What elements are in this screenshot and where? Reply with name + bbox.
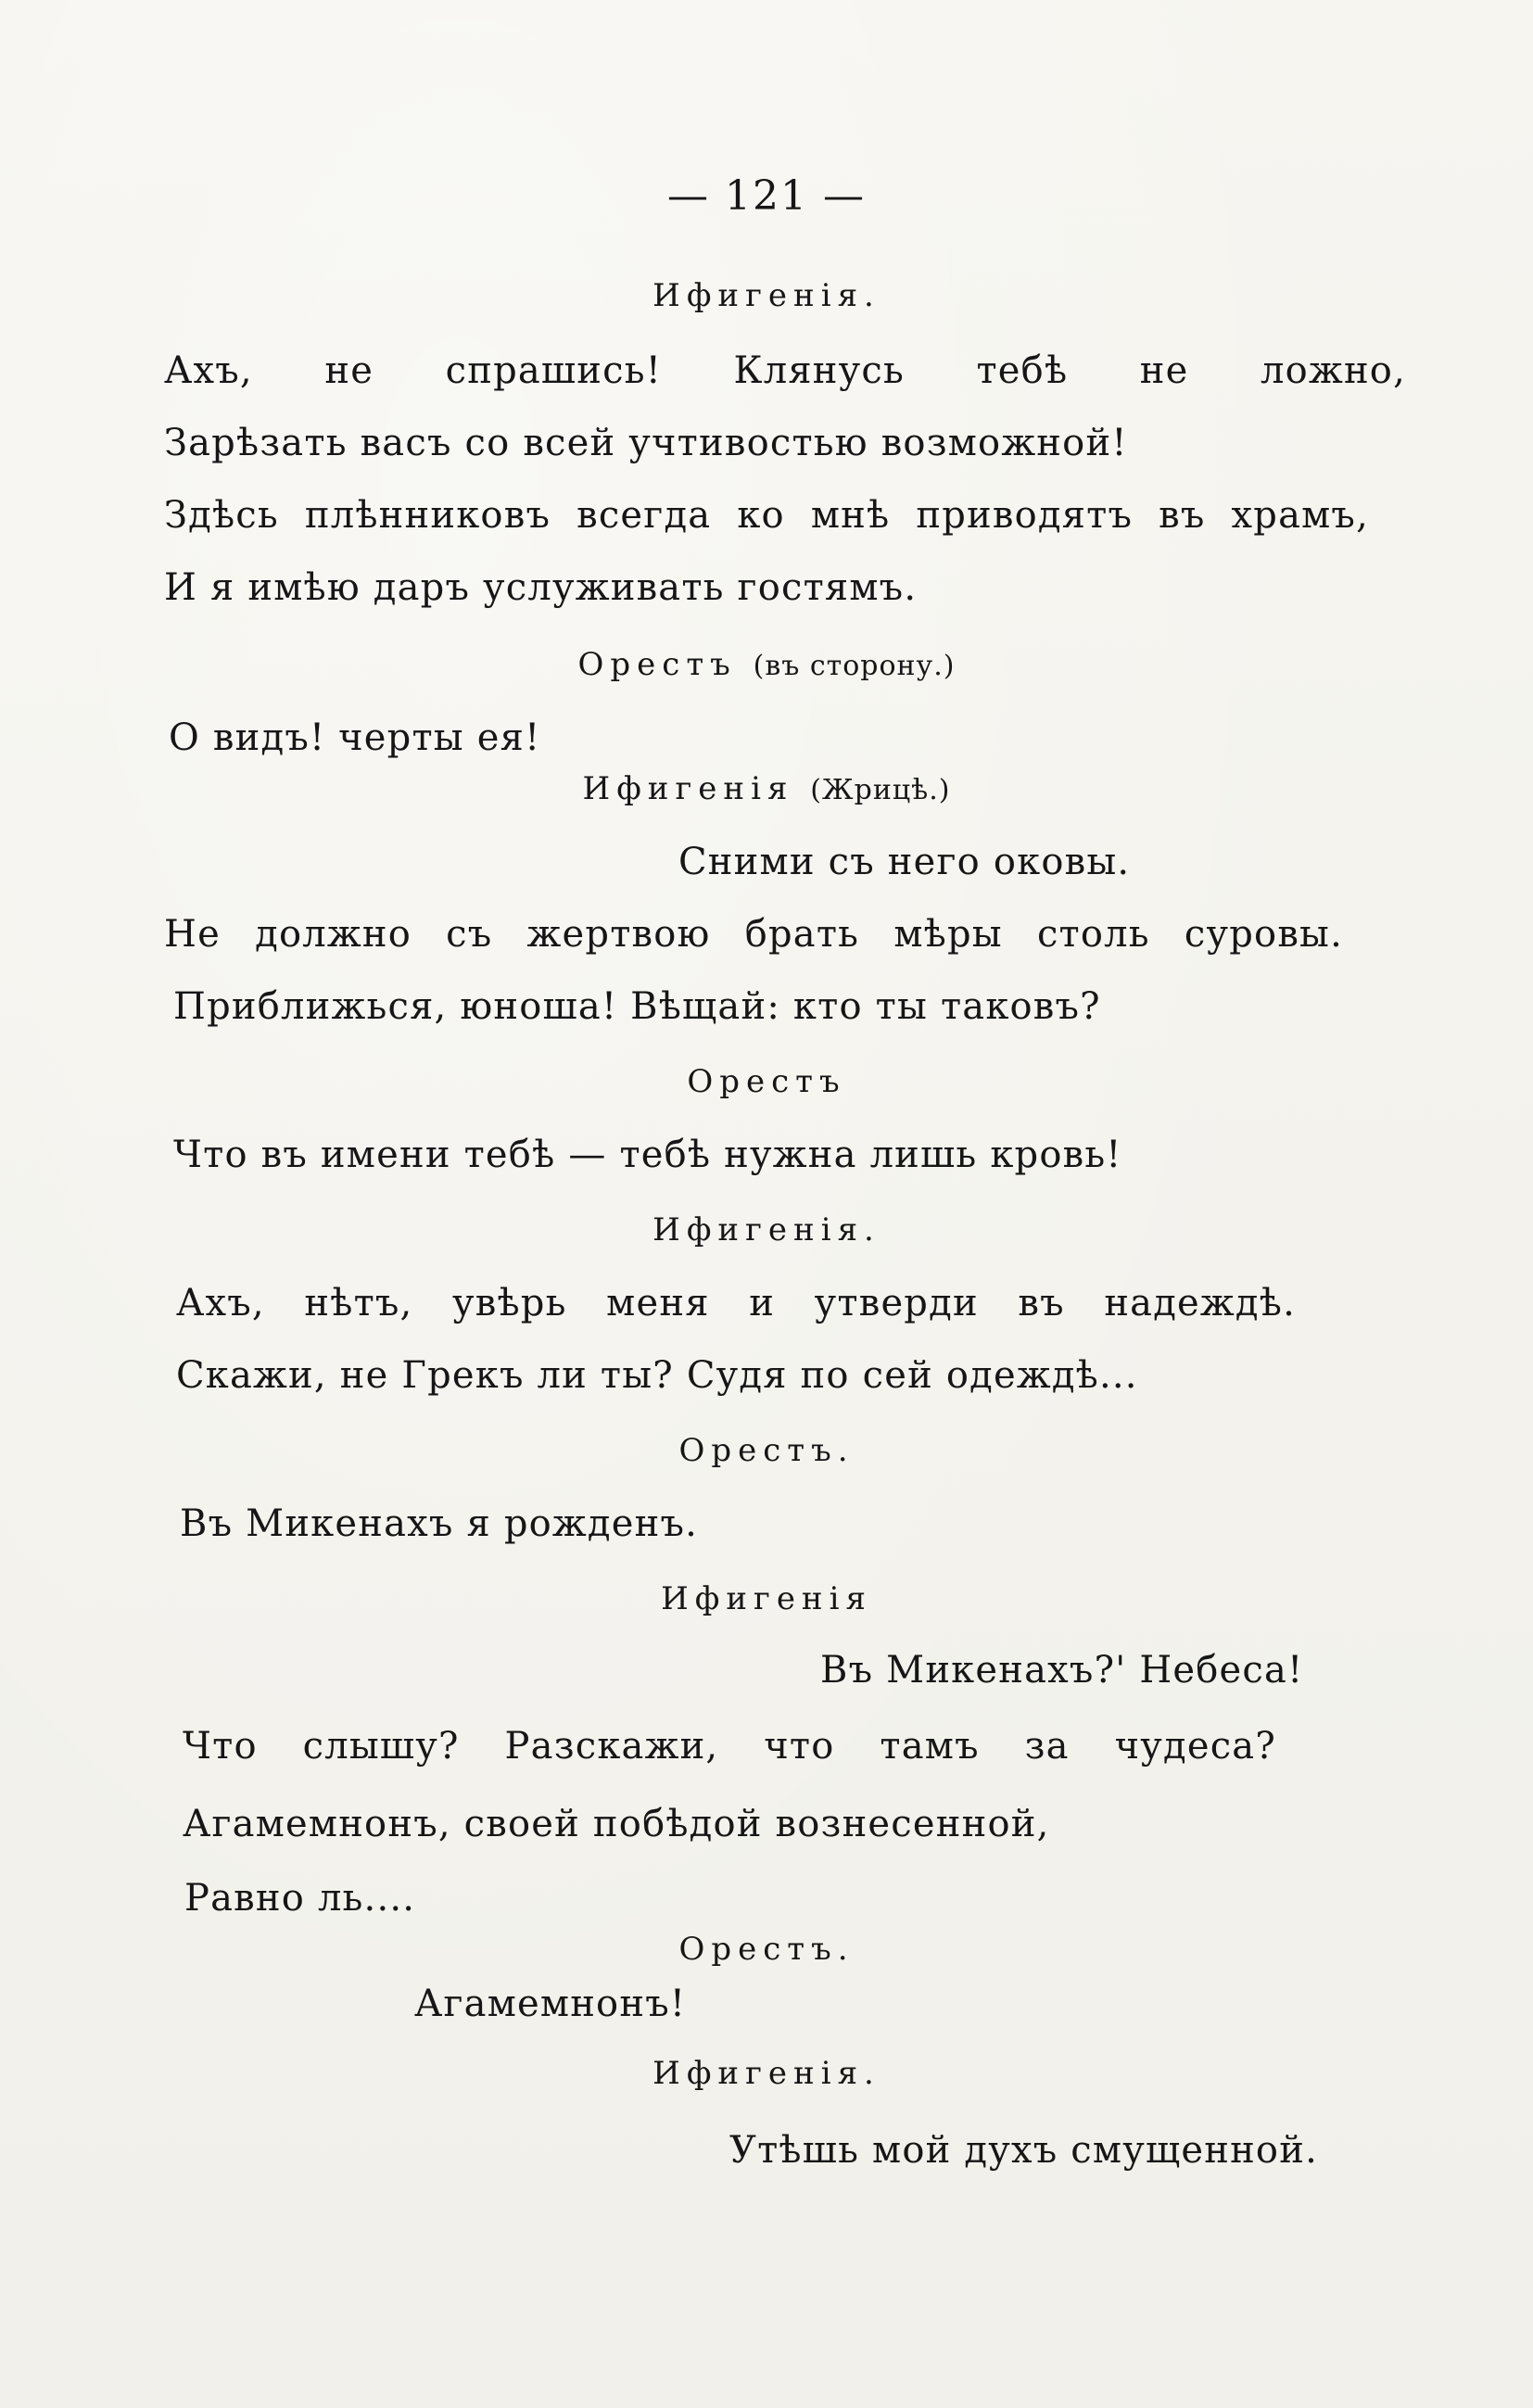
verse-line: О видъ! черты ея! xyxy=(169,716,541,759)
speaker-name: Ифигенія xyxy=(661,1580,872,1617)
stage-direction: (Жрицѣ.) xyxy=(810,774,951,806)
speaker-label xyxy=(0,1432,1533,1469)
speaker-label xyxy=(0,770,1533,807)
verse-line: Агамемнонъ! xyxy=(414,1983,687,2025)
speaker-name: Орестъ. xyxy=(678,1432,855,1469)
verse-line: Что слышу? Разскажи, что тамъ за чудеса? xyxy=(183,1725,1276,1768)
speaker-name: Орестъ. xyxy=(678,1931,855,1968)
verse-line: Въ Микенахъ я рожденъ. xyxy=(180,1502,699,1545)
verse-line: Приближься, юноша! Вѣщай: кто ты таковъ? xyxy=(173,985,1101,1028)
stage-direction: (въ сторону.) xyxy=(753,650,956,682)
page-number: — 121 — xyxy=(667,172,866,220)
verse-line: Ахъ, не спрашись! Клянусь тебѣ не ложно, xyxy=(164,349,1406,392)
speaker-label xyxy=(0,1063,1533,1100)
verse-line: Скажи, не Грекъ ли ты? Судя по сей одеждѣ... xyxy=(176,1354,1138,1397)
speaker-name: Орестъ xyxy=(687,1063,846,1100)
speaker-name: Ифигенія. xyxy=(652,277,881,314)
speaker-name: Орестъ xyxy=(577,646,737,683)
verse-line: И я имѣю даръ услуживать гостямъ. xyxy=(164,566,918,609)
speaker-label xyxy=(0,2055,1533,2092)
speaker-name: Ифигенія. xyxy=(652,1211,881,1248)
speaker-name: Ифигенія xyxy=(582,770,794,807)
verse-line: Утѣшь мой духъ смущенной. xyxy=(729,2129,1318,2172)
speaker-label xyxy=(0,1580,1533,1617)
speaker-name: Ифигенія. xyxy=(652,2055,881,2092)
verse-line: Сними съ него оковы. xyxy=(678,841,1131,883)
verse-line: Въ Микенахъ?' Небеса! xyxy=(820,1649,1304,1692)
verse-line: Зарѣзать васъ со всей учтивостью возможной! xyxy=(164,422,1128,464)
verse-line: Агамемнонъ, своей побѣдой вознесенной, xyxy=(183,1803,1050,1845)
speaker-label xyxy=(0,1211,1533,1248)
speaker-label xyxy=(0,646,1533,683)
verse-line: Здѣсь плѣнниковъ всегда ко мнѣ приводятъ въ храмъ, xyxy=(164,494,1369,537)
verse-line: Равно ль.... xyxy=(184,1877,416,1920)
verse-line: Ахъ, нѣтъ, увѣрь меня и утверди въ надеждѣ. xyxy=(176,1282,1296,1324)
speaker-label xyxy=(0,277,1533,314)
verse-line: Не должно съ жертвою брать мѣры столь суровы. xyxy=(164,913,1343,956)
verse-line: Что въ имени тебѣ — тебѣ нужна лишь кровь! xyxy=(173,1134,1122,1176)
speaker-label xyxy=(0,1931,1533,1968)
